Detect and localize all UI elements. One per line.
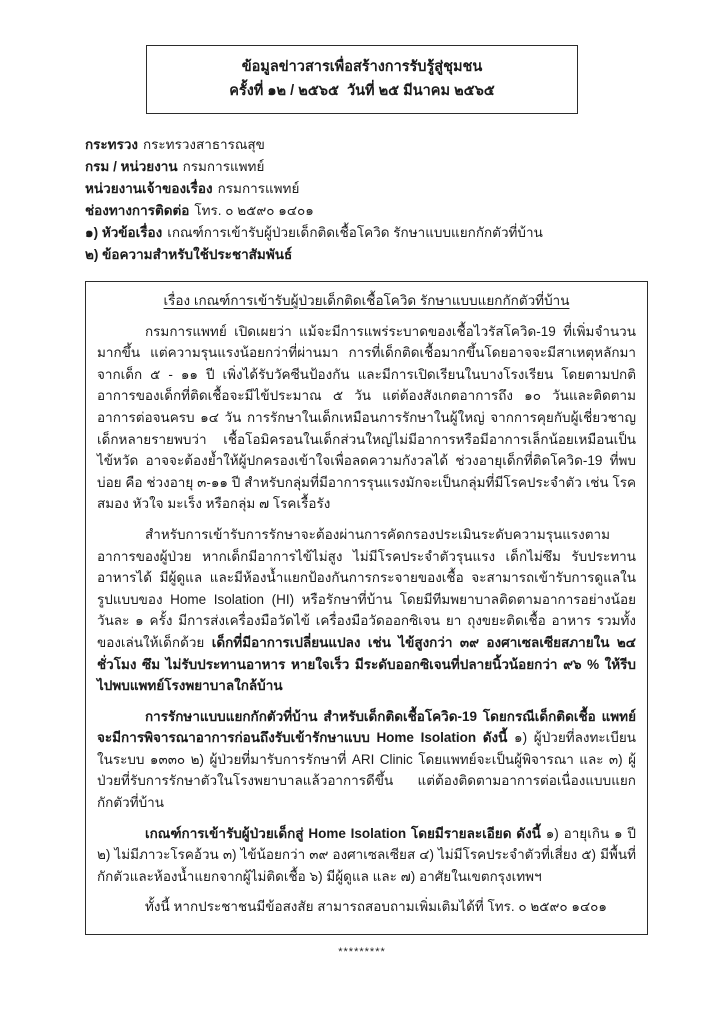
meta-label: หน่วยงานเจ้าของเรื่อง <box>85 181 213 196</box>
meta-label: ๑) หัวข้อเรื่อง <box>85 225 163 240</box>
meta-value: กระทรวงสาธารณสุข <box>143 137 265 152</box>
meta-label: ช่องทางการติดต่อ <box>85 203 190 218</box>
meta-label: กรม / หน่วยงาน <box>85 159 178 174</box>
header-title-line: ข้อมูลข่าวสารเพื่อสร้างการรับรู้สู่ชุมชน <box>241 59 483 75</box>
meta-row-pr-message <box>85 244 648 266</box>
paragraph-text: ทั้งนี้ หากประชาชนมีข้อสงสัย สามารถสอบถามเพิ่มเติมได้ที่ โทร. ๐ ๒๕๙๐ ๑๔๐๑ <box>145 899 607 915</box>
paragraph-text: สำหรับการเข้ารับการรักษาจะต้องผ่านการคัดกรองประเมินระดับความรุนแรงตามอาการของผู้ป่วย หากเด็กมีอาการไข้ไม่สูง ไม่มีโรคประจำตัวรุนแรง เด็กไม่ซึม รับประทานอาหารได้ มีผู้ดูแล และมีห้องน้ำแยกป้องกันการกระจายของเชื้อ จะสามารถเข้ารับการดูแลในรูปแบบของ Home Isolation (HI) หรือรักษาที่บ้าน โดยมีทีมพยาบาลติดตามอาการอย่างน้อย วันละ ๑ ครั้ง มีการส่งเครื่องมือวัดไข้ เครื่องมือวัดออกซิเจน ยา ถุงขยะติดเชื้อ อาหาร รวมทั้งของเล่นให้เด็กด้วย <box>97 526 636 650</box>
meta-row-subject <box>85 222 648 244</box>
meta-row-ministry <box>85 134 648 156</box>
meta-label: ๒) ข้อความสำหรับใช้ประชาสัมพันธ์ <box>85 247 293 262</box>
content-title: เรื่อง เกณฑ์การเข้ารับผู้ป่วยเด็กติดเชื้อโควิด รักษาแบบแยกกักตัวที่บ้าน <box>163 293 570 308</box>
content-box <box>85 281 648 935</box>
header-issue-date-line: ครั้งที่ ๑๒ / ๒๕๖๕ วันที่ ๒๕ มีนาคม ๒๕๖๕ <box>229 83 495 99</box>
body-paragraph-1 <box>97 321 636 515</box>
paragraph-text-bold: เกณฑ์การเข้ารับผู้ป่วยเด็กสู่ Home Isolation โดยมีรายละเอียด ดังนี้ <box>145 825 546 841</box>
document-meta <box>85 134 648 266</box>
meta-value: โทร. ๐ ๒๕๙๐ ๑๔๐๑ <box>194 203 314 218</box>
meta-row-contact <box>85 200 648 222</box>
paragraph-text: ๑) ผู้ป่วยที่ลงทะเบียนในระบบ ๑๓๓๐ ๒) ผู้ป่วยที่มารับการรักษาที่ ARI Clinic โดยแพทย์จะเป็นผู้พิจารณา และ ๓) ผู้ป่วยที่รับการรักษาตัวในโรงพยาบาลแล้วอาการดีขึ้น แต่ต้องติดตามอาการต่อเนื่องแบบแยกกักตัวที่บ้าน <box>97 730 636 811</box>
meta-value: กรมการแพทย์ <box>217 181 300 196</box>
meta-label: กระทรวง <box>85 137 138 152</box>
body-paragraph-4 <box>97 823 636 888</box>
document-header-box <box>146 45 578 114</box>
meta-value: เกณฑ์การเข้ารับผู้ป่วยเด็กติดเชื้อโควิด รักษาแบบแยกกักตัวที่บ้าน <box>167 225 543 240</box>
body-paragraph-3 <box>97 706 636 814</box>
paragraph-text-bold: การรักษาแบบแยกกักตัวที่บ้าน สำหรับเด็กติดเชื้อโควิด-19 โดยกรณีเด็กติดเชื้อ แพทย์จะมีการพิจารณาอาการก่อนถึงรับเข้ารักษาแบบ Home Isolation ดังนี้ <box>97 708 636 746</box>
meta-row-department <box>85 156 648 178</box>
paragraph-text-bold: เด็กที่มีอาการเปลี่ยนแปลง เช่น ไข้สูงกว่า ๓๙ องศาเซลเซียสภายใน ๒๔ ชั่วโมง ซึม ไม่รับประทานอาหาร หายใจเร็ว มีระดับออกซิเจนที่ปลายนิ้วน้อยกว่า ๙๖ % ให้รีบไปพบแพทย์โรงพยาบาลใกล้บ้าน <box>97 634 636 694</box>
meta-value: กรมการแพทย์ <box>182 159 265 174</box>
body-paragraph-5 <box>97 896 636 918</box>
footer-asterisk-separator: ********* <box>338 946 386 959</box>
body-paragraph-2 <box>97 524 636 697</box>
paragraph-text: กรมการแพทย์ เปิดเผยว่า แม้จะมีการแพร่ระบาดของเชื้อไวรัสโควิด-19 ที่เพิ่มจำนวนมากขึ้น แต่ความรุนแรงน้อยกว่าที่ผ่านมา การที่เด็กติดเชื้อมากขึ้นโดยอาจจะมีสาเหตุหลักมาจากเด็ก ๕ - ๑๑ ปี เพิ่งได้รับวัคซีนป้องกัน และมีการเปิดเรียนในบางโรงเรียน โดยตามปกติอาการของเด็กที่ติดเชื้อจะมีไข้ประมาณ ๕ วัน แต่ต้องสังเกตอาการถึง ๑๐ วันและติดตามอาการต่อจนครบ ๑๔ วัน การรักษาในเด็กเหมือนการรักษาในผู้ใหญ่ จากการคุยกับผู้เชี่ยวชาญเด็กหลายรายพบว่า เชื้อโอมิครอนในเด็กส่วนใหญ่ไม่มีอาการหรือมีอาการเล็กน้อยเหมือนเป็นไข้หวัด อาจจะต้องย้ำให้ผู้ปกครองเข้าใจเพื่อลดความกังวลได้ ช่วงอายุเด็กที่ติดโควิด-19 ที่พบบ่อย คือ ช่วงอายุ ๓-๑๑ ปี สำหรับกลุ่มที่มีอาการรุนแรงมักจะเป็นกลุ่มที่มีโรคประจำตัว เช่น โรคสมอง หัวใจ มะเร็ง หรือกลุ่ม ๗ โรคเรื้อรัง <box>97 323 636 512</box>
paragraph-text: ๑) อายุเกิน ๑ ปี ๒) ไม่มีภาวะโรคอ้วน ๓) ไข้น้อยกว่า ๓๙ องศาเซลเซียส ๔) ไม่มีโรคประจำตัวที่เสี่ยง ๕) มีพื้นที่กักตัวและห้องน้ำแยกจากผู้ไม่ติดเชื้อ ๖) มีผู้ดูแล และ ๗) อาศัยในเขตกรุงเทพฯ <box>97 825 636 884</box>
meta-row-owner-unit <box>85 178 648 200</box>
